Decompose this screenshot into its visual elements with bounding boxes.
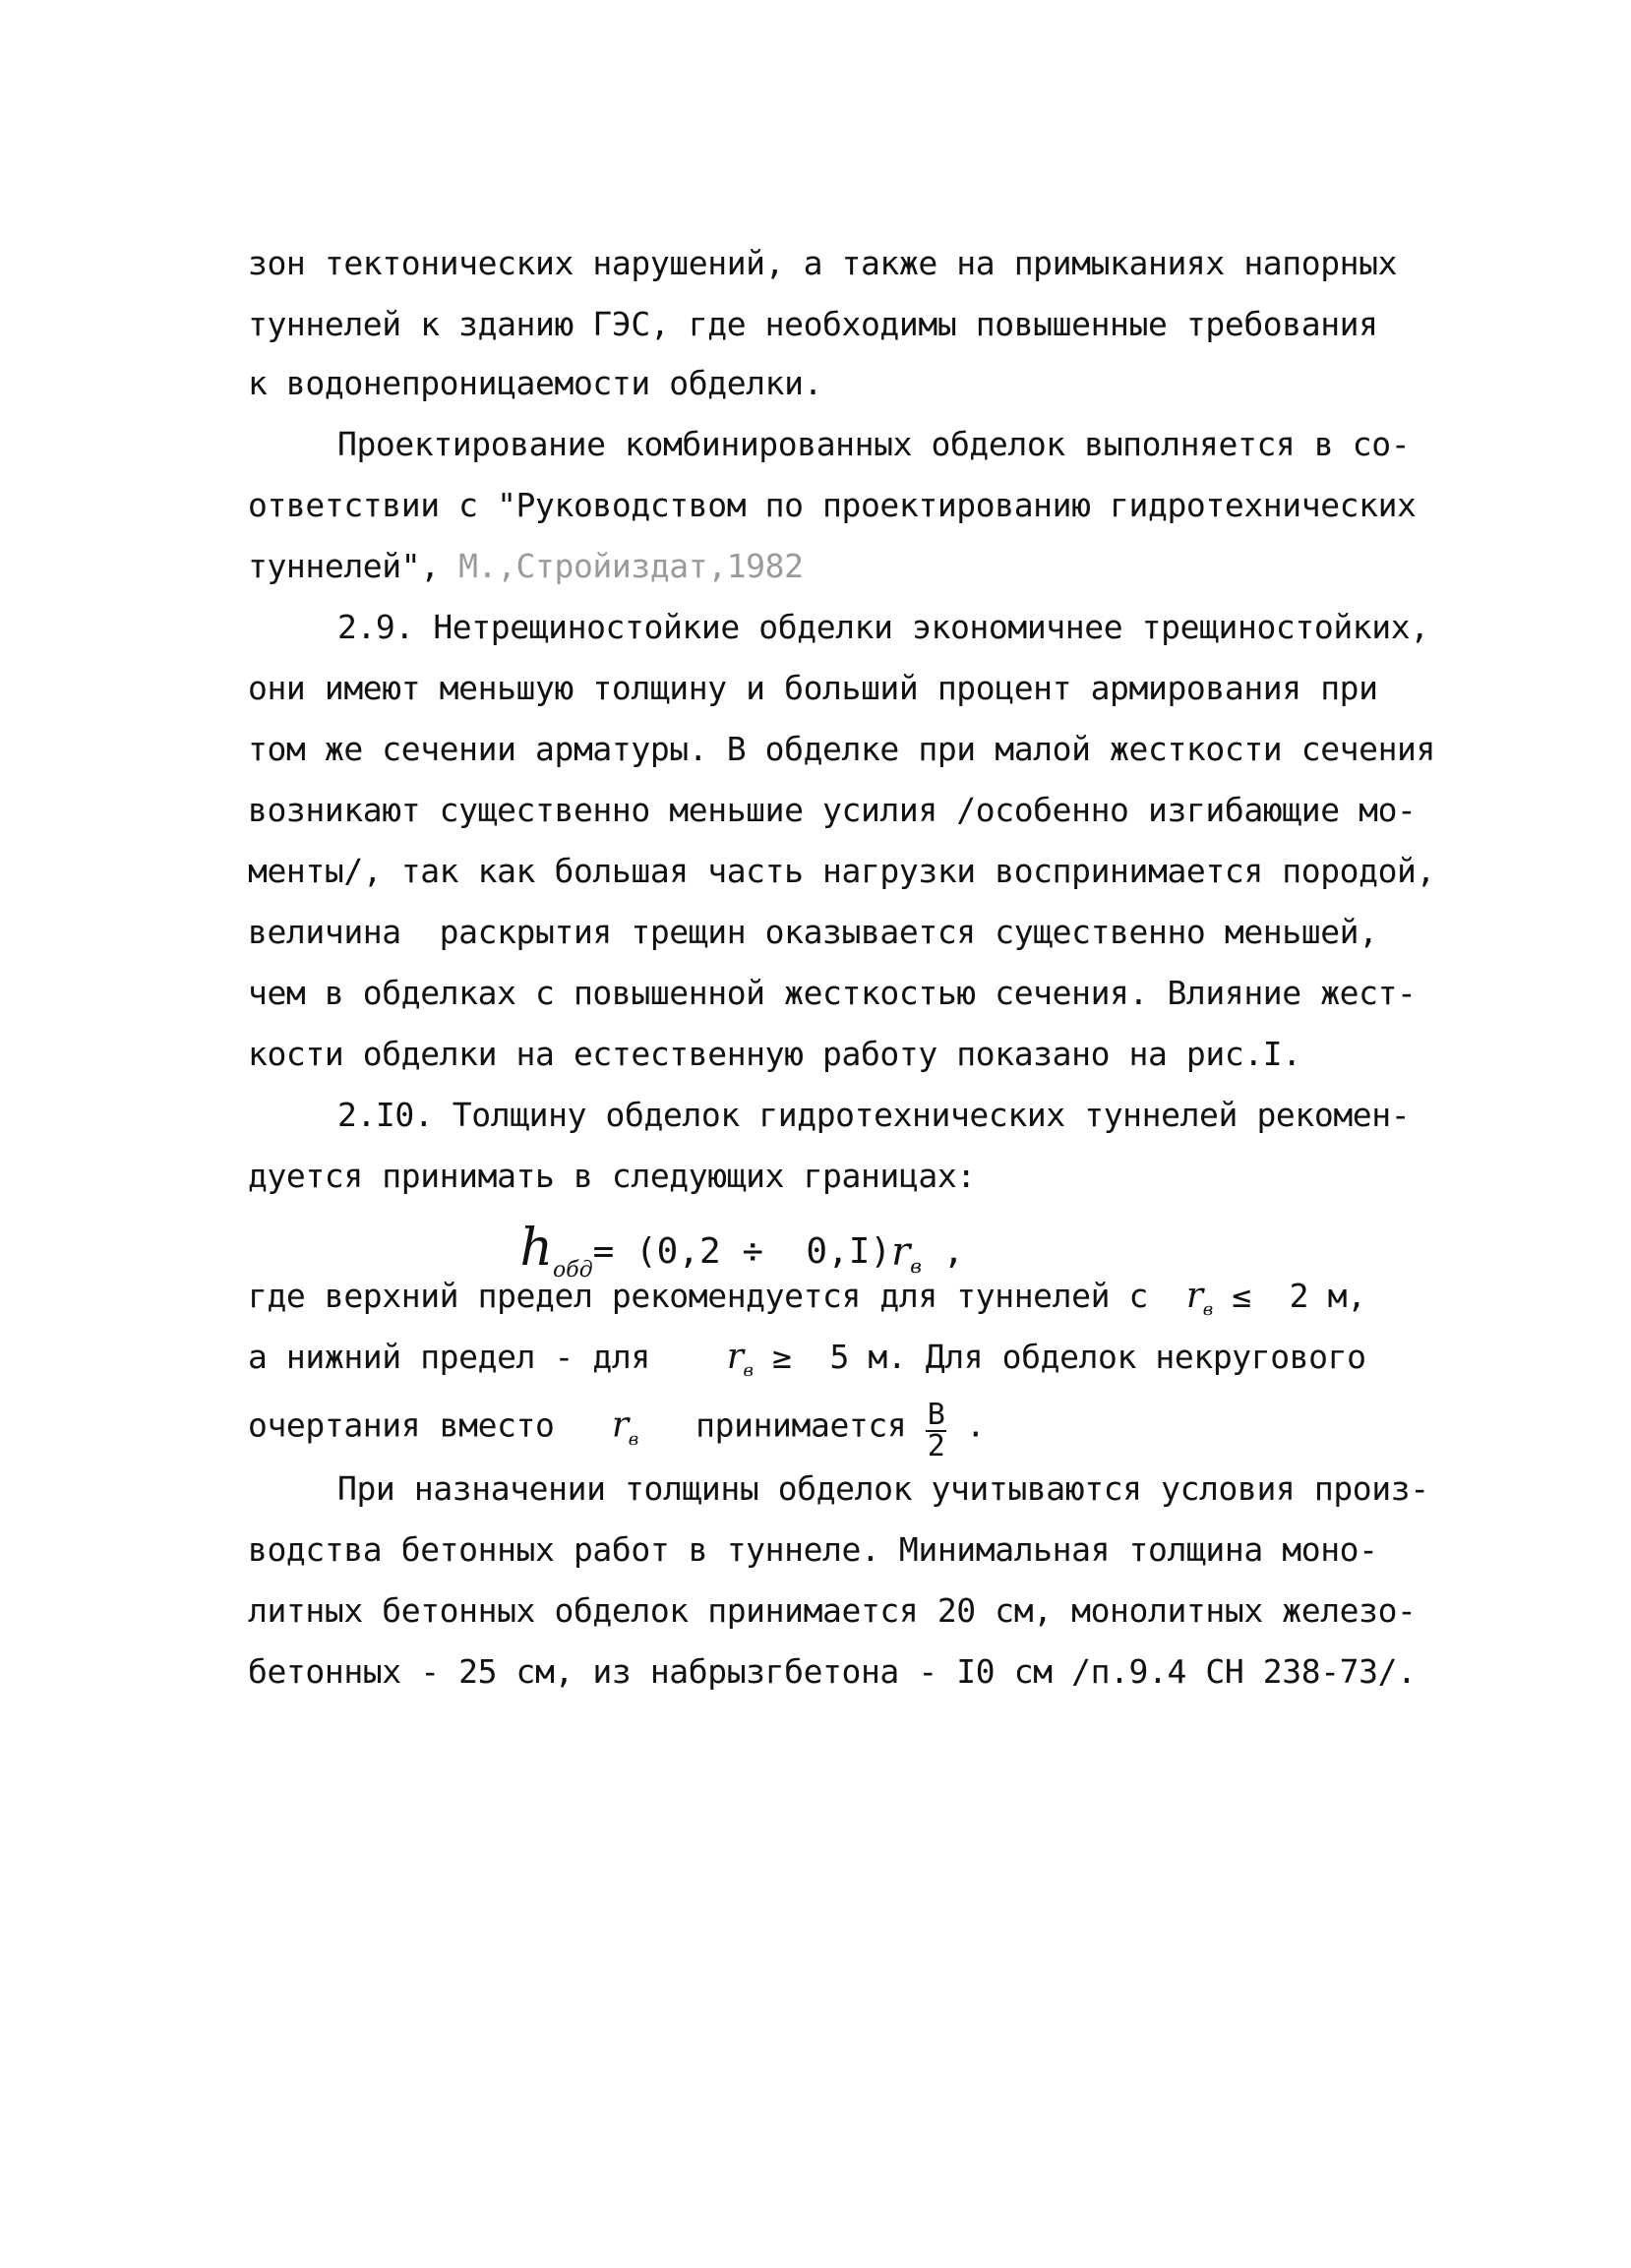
formula-r-subscript: в [910,1254,922,1278]
formula-tail: , [921,1231,965,1272]
formula-expression: = (0,2 ÷ 0,I) [592,1231,892,1272]
text-line: бетонных - 25 см, из набрызгбетона - I0 см /п.9.4 СН 238-73/. [248,1652,1417,1691]
text-line [248,547,804,586]
text-line: литных бетонных обделок принимается 20 см, монолитных железо- [248,1591,1417,1630]
text-segment: а нижний предел - для [248,1338,727,1376]
text-segment: туннелей", [248,547,440,585]
text-line: ответствии с "Руководством по проектированию гидротехнических [248,486,1417,524]
text-line [248,1397,986,1463]
r-symbol: r [1185,1276,1203,1316]
text-segment: где верхний предел рекомендуется для туннелей с [248,1277,1186,1315]
r-symbol: r [611,1404,629,1446]
fraction-numerator: B [927,1398,945,1432]
text-line: величина раскрытия трещин оказывается существенно меньшей, [248,913,1378,951]
thickness-formula [482,1200,965,1283]
fraction-b-over-2 [926,1398,947,1463]
text-line: возникают существенно меньшие усилия /особенно изгибающие мо- [248,791,1417,829]
r-symbol: r [726,1337,744,1377]
text-line: зон тектонических нарушений, а также на примыканиях напорных [248,244,1398,282]
text-line: водства бетонных работ в туннеле. Минимальная толщина моно- [248,1530,1378,1569]
section-2-10-heading: 2.I0. Толщину обделок гидротехнических туннелей рекомен- [337,1096,1411,1134]
text-line [248,1338,1366,1383]
text-line: туннелей к зданию ГЭС, где необходимы повышенные требования [248,305,1378,343]
formula-h-subscript: обд [553,1258,593,1283]
faded-citation: М.,Стройиздат,1982 [439,547,804,585]
text-segment: ≤ 2 м, [1212,1277,1366,1315]
text-line: они имеют меньшую толщину и больший процент армирования при [248,669,1378,707]
r-subscript: в [1202,1299,1213,1320]
text-segment: ≥ 5 м. Для обделок некругового [753,1338,1366,1376]
fraction-denominator: 2 [927,1429,945,1463]
section-2-9-heading: 2.9. Нетрещиностойкие обделки экономичнее трещиностойких, [337,608,1429,646]
text-segment: очертания вместо [248,1405,612,1445]
text-line: дуется принимать в следующих границах: [248,1157,976,1195]
text-segment: . [946,1405,986,1445]
text-line: кости обделки на естественную работу показано на рис.I. [248,1035,1301,1073]
text-line: том же сечении арматуры. В обделке при малой жесткости сечения [248,730,1435,768]
formula-h: h [519,1219,554,1278]
text-line: к водонепроницаемости обделки. [248,364,823,402]
text-line [248,1277,1366,1322]
text-line: Проектирование комбинированных обделок выполняется в со- [337,425,1411,463]
r-subscript: в [628,1428,638,1450]
text-line: При назначении толщины обделок учитываются условия произ- [337,1469,1429,1508]
formula-r: r [891,1229,911,1275]
r-subscript: в [743,1360,754,1381]
text-segment: принимается [637,1405,926,1445]
text-line: чем в обделках с повышенной жесткостью сечения. Влияние жест- [248,974,1417,1012]
text-line: менты/, так как большая часть нагрузки воспринимается породой, [248,852,1435,890]
